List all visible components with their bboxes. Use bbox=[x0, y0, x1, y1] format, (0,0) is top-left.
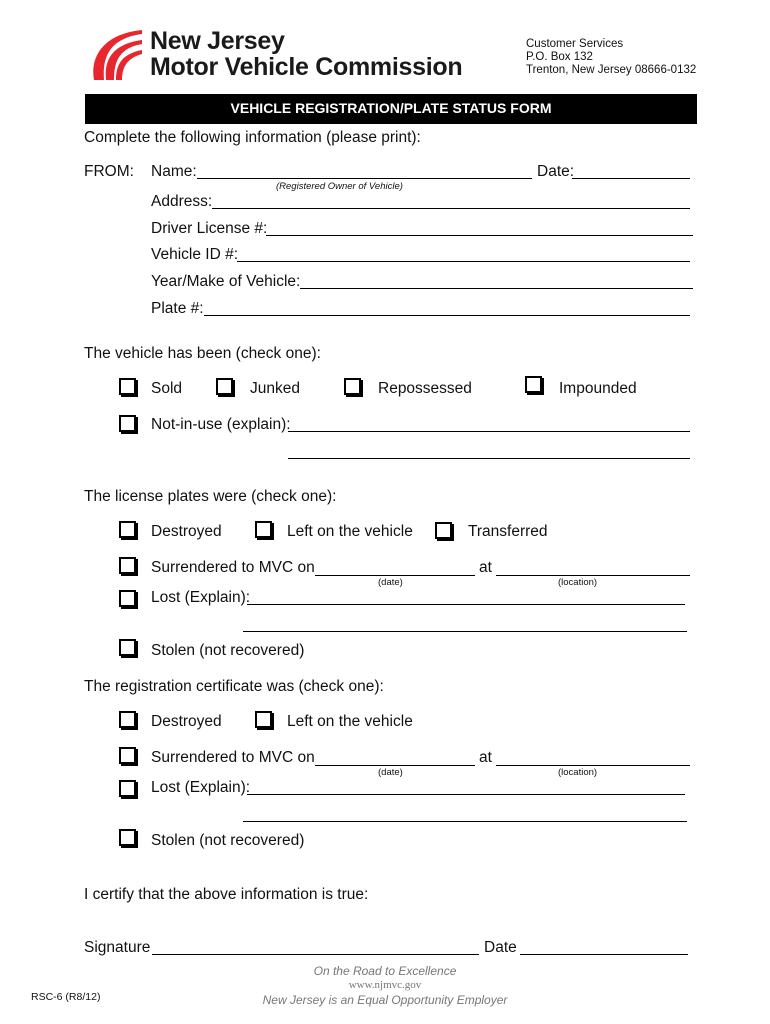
footer-employer: New Jersey is an Equal Opportunity Employer bbox=[262, 993, 508, 1007]
reg-lost-field[interactable] bbox=[247, 794, 685, 795]
date-label: Date: bbox=[537, 163, 575, 180]
plate-label: Plate #: bbox=[151, 300, 204, 317]
reg-stolen-label: Stolen (not recovered) bbox=[151, 832, 305, 849]
intro-text: Complete the following information (please print): bbox=[84, 129, 421, 146]
plates-location-hint: (location) bbox=[558, 577, 598, 588]
reg-surrendered-label: Surrendered to MVC on bbox=[151, 749, 315, 766]
plates-lost-field-2[interactable] bbox=[243, 631, 687, 632]
name-hint: (Registered Owner of Vehicle) bbox=[276, 181, 403, 192]
reg-lost-field-2[interactable] bbox=[243, 821, 687, 822]
reg-surrender-location-field[interactable] bbox=[496, 765, 690, 766]
address-label: Address: bbox=[151, 193, 213, 210]
signature-date-label: Date bbox=[484, 939, 517, 956]
plates-question: The license plates were (check one): bbox=[84, 488, 337, 505]
plates-transferred-label: Transferred bbox=[468, 523, 548, 540]
plates-destroyed-checkbox[interactable] bbox=[119, 521, 136, 538]
plates-lost-checkbox[interactable] bbox=[119, 590, 136, 607]
address-field[interactable] bbox=[212, 208, 690, 209]
reg-location-hint: (location) bbox=[558, 767, 598, 778]
reg-at-label: at bbox=[479, 749, 492, 766]
year-make-field[interactable] bbox=[300, 288, 693, 289]
plates-surrender-location-field[interactable] bbox=[496, 575, 690, 576]
junked-checkbox[interactable] bbox=[216, 378, 233, 395]
plates-date-hint: (date) bbox=[378, 577, 403, 588]
junked-label: Junked bbox=[250, 380, 300, 397]
year-make-label: Year/Make of Vehicle: bbox=[151, 273, 301, 290]
njmvc-logo-icon bbox=[88, 28, 144, 82]
reg-date-hint: (date) bbox=[378, 767, 403, 778]
reg-destroyed-checkbox[interactable] bbox=[119, 711, 136, 728]
form-title: VEHICLE REGISTRATION/PLATE STATUS FORM bbox=[230, 100, 552, 116]
reg-surrendered-checkbox[interactable] bbox=[119, 747, 136, 764]
not-in-use-checkbox[interactable] bbox=[119, 415, 136, 432]
logo-title-line1: New Jersey bbox=[150, 27, 285, 55]
license-field[interactable] bbox=[266, 235, 693, 236]
plates-transferred-checkbox[interactable] bbox=[435, 522, 452, 539]
address-line2: P.O. Box 132 bbox=[526, 51, 593, 63]
not-in-use-field-2[interactable] bbox=[288, 458, 690, 459]
signature-date-field[interactable] bbox=[520, 954, 688, 955]
signature-label: Signature bbox=[84, 939, 151, 956]
from-label: FROM: bbox=[84, 163, 134, 180]
plates-surrendered-label: Surrendered to MVC on bbox=[151, 559, 315, 576]
name-field[interactable] bbox=[197, 178, 532, 179]
plates-destroyed-label: Destroyed bbox=[151, 523, 222, 540]
reg-surrender-date-field[interactable] bbox=[315, 765, 475, 766]
address-line1: Customer Services bbox=[526, 38, 624, 50]
vehicle-status-question: The vehicle has been (check one): bbox=[84, 345, 321, 362]
reg-lost-label: Lost (Explain): bbox=[151, 779, 251, 796]
certify-text: I certify that the above information is true: bbox=[84, 886, 369, 903]
vehicle-id-label: Vehicle ID #: bbox=[151, 246, 239, 263]
plates-left-checkbox[interactable] bbox=[255, 521, 272, 538]
signature-field[interactable] bbox=[152, 954, 479, 955]
reg-stolen-checkbox[interactable] bbox=[119, 829, 136, 846]
reg-lost-checkbox[interactable] bbox=[119, 780, 136, 797]
not-in-use-field[interactable] bbox=[288, 431, 690, 432]
plate-field[interactable] bbox=[204, 315, 690, 316]
plates-lost-field[interactable] bbox=[247, 604, 685, 605]
vehicle-id-field[interactable] bbox=[237, 261, 690, 262]
plates-at-label: at bbox=[479, 559, 492, 576]
name-label: Name: bbox=[151, 163, 197, 180]
plates-surrender-date-field[interactable] bbox=[315, 575, 475, 576]
sold-checkbox[interactable] bbox=[119, 378, 136, 395]
footer-website: www.njmvc.gov bbox=[348, 979, 422, 991]
logo-title-line2: Motor Vehicle Commission bbox=[150, 53, 463, 81]
date-field[interactable] bbox=[572, 178, 690, 179]
impounded-label: Impounded bbox=[559, 380, 637, 397]
license-label: Driver License #: bbox=[151, 220, 268, 237]
repossessed-checkbox[interactable] bbox=[344, 378, 361, 395]
address-line3: Trenton, New Jersey 08666-0132 bbox=[526, 64, 697, 76]
reg-destroyed-label: Destroyed bbox=[151, 713, 222, 730]
plates-stolen-checkbox[interactable] bbox=[119, 639, 136, 656]
repossessed-label: Repossessed bbox=[378, 380, 472, 397]
plates-stolen-label: Stolen (not recovered) bbox=[151, 642, 305, 659]
sold-label: Sold bbox=[151, 380, 183, 397]
not-in-use-label: Not-in-use (explain): bbox=[151, 416, 291, 433]
impounded-checkbox[interactable] bbox=[525, 376, 542, 393]
plates-lost-label: Lost (Explain): bbox=[151, 589, 251, 606]
plates-left-label: Left on the vehicle bbox=[287, 523, 413, 540]
plates-surrendered-checkbox[interactable] bbox=[119, 557, 136, 574]
reg-left-label: Left on the vehicle bbox=[287, 713, 413, 730]
footer-tagline: On the Road to Excellence bbox=[313, 964, 457, 978]
reg-left-checkbox[interactable] bbox=[255, 711, 272, 728]
form-code: RSC-6 (R8/12) bbox=[31, 991, 101, 1003]
registration-question: The registration certificate was (check one): bbox=[84, 678, 384, 695]
